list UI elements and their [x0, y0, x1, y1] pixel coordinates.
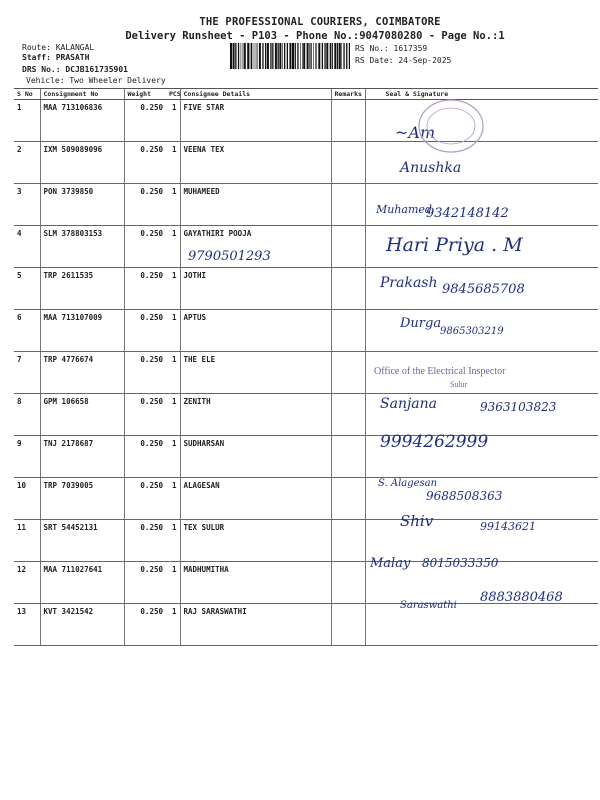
company-title: THE PROFESSIONAL COURIERS, COIMBATORE [199, 16, 441, 28]
cell-consignee: ZENITH [180, 394, 331, 436]
cell-pcs: 1 [166, 436, 180, 478]
cell-consignment-no: MAA 713106836 [40, 100, 124, 142]
cell-sno: 13 [14, 604, 40, 646]
cell-remarks [331, 478, 365, 520]
table-row [14, 142, 598, 184]
table-row [14, 604, 598, 646]
signature-row1: ~Am [395, 123, 436, 142]
signature-row4: Hari Priya . M [386, 234, 523, 256]
cell-consignment-no: MAA 711027641 [40, 562, 124, 604]
cell-remarks [331, 310, 365, 352]
cell-consignee: ALAGESAN [180, 478, 331, 520]
cell-weight: 0.250 [124, 604, 166, 646]
cell-sno: 3 [14, 184, 40, 226]
cell-weight: 0.250 [124, 310, 166, 352]
cell-consignee: SUDHARSAN [180, 436, 331, 478]
cell-remarks [331, 268, 365, 310]
table-row [14, 478, 598, 520]
cell-pcs: 1 [166, 184, 180, 226]
cell-remarks [331, 394, 365, 436]
cell-consignee: APTUS [180, 310, 331, 352]
cell-remarks [331, 100, 365, 142]
cell-pcs: 1 [166, 142, 180, 184]
col-sno: S No [14, 89, 40, 100]
cell-sno: 9 [14, 436, 40, 478]
signature-row2: Anushka [400, 160, 462, 176]
cell-pcs: 1 [166, 478, 180, 520]
signature-row5-mark: Prakash [380, 275, 438, 291]
signature-row12-mark: Malay [370, 556, 411, 571]
cell-sno: 2 [14, 142, 40, 184]
cell-consignment-no: TNJ 2178687 [40, 436, 124, 478]
cell-consignment-no: SRT 54452131 [40, 520, 124, 562]
table-row [14, 352, 598, 394]
signature-row6-mark: Durga [400, 316, 442, 331]
signature-row8-mark: Sanjana [380, 396, 438, 412]
cell-sno: 11 [14, 520, 40, 562]
cell-remarks [331, 142, 365, 184]
cell-consignee: GAYATHIRI POOJA [180, 226, 331, 268]
cell-pcs: 1 [166, 310, 180, 352]
phone-row8: 9363103823 [480, 400, 557, 414]
cell-weight: 0.250 [124, 268, 166, 310]
cell-sno: 10 [14, 478, 40, 520]
cell-weight: 0.250 [124, 184, 166, 226]
cell-sno: 1 [14, 100, 40, 142]
cell-consignment-no: TRP 2611535 [40, 268, 124, 310]
cell-sno: 4 [14, 226, 40, 268]
cell-weight: 0.250 [124, 478, 166, 520]
phone-row12: 8015033350 [422, 556, 499, 570]
rs-date: RS Date: 24-Sep-2025 [355, 56, 452, 65]
stamp-row7: Office of the Electrical Inspector [374, 366, 506, 377]
col-consignment: Consignment No [40, 89, 124, 100]
runsheet-title: Delivery Runsheet - P103 - Phone No.:9047080280 - Page No.:1 [125, 30, 505, 42]
cell-consignee: THE ELE [180, 352, 331, 394]
cell-remarks [331, 520, 365, 562]
phone-row9: 9994262999 [380, 432, 489, 452]
cell-consignee: RAJ SARASWATHI [180, 604, 331, 646]
cell-sno: 6 [14, 310, 40, 352]
cell-remarks [331, 436, 365, 478]
cell-consignment-no: IXM 509089096 [40, 142, 124, 184]
cell-remarks [331, 184, 365, 226]
drs-number: DRS No.: DCJB161735901 [22, 65, 128, 74]
cell-consignee: MUHAMEED [180, 184, 331, 226]
table-row [14, 100, 598, 142]
cell-weight: 0.250 [124, 436, 166, 478]
signature-row11-mark: Shiv [400, 512, 434, 530]
cell-pcs: 1 [166, 352, 180, 394]
cell-remarks [331, 604, 365, 646]
barcode [230, 43, 350, 69]
cell-consignment-no: MAA 713107009 [40, 310, 124, 352]
cell-consignment-no: TRP 7039005 [40, 478, 124, 520]
cell-remarks [331, 562, 365, 604]
cell-weight: 0.250 [124, 100, 166, 142]
cell-consignee: VEENA TEX [180, 142, 331, 184]
cell-pcs: 1 [166, 604, 180, 646]
table-row [14, 184, 598, 226]
table-row [14, 310, 598, 352]
phone-row3: 9342148142 [426, 206, 509, 221]
cell-consignment-no: KVT 3421542 [40, 604, 124, 646]
cell-weight: 0.250 [124, 142, 166, 184]
vehicle-label: Vehicle: Two Wheeler Delivery [26, 76, 166, 85]
cell-consignee: TEX SULUR [180, 520, 331, 562]
cell-consignment-no: TRP 4776674 [40, 352, 124, 394]
cell-remarks [331, 352, 365, 394]
cell-weight: 0.250 [124, 394, 166, 436]
col-signature: Seal & Signature [365, 89, 598, 100]
col-weight: Weight [124, 89, 166, 100]
cell-pcs: 1 [166, 226, 180, 268]
cell-pcs: 1 [166, 394, 180, 436]
cell-pcs: 1 [166, 562, 180, 604]
cell-weight: 0.250 [124, 226, 166, 268]
stamp-row8: Sulur [450, 380, 468, 389]
cell-consignment-no: SLM 378803153 [40, 226, 124, 268]
signature-row3-mark: Muhamed [376, 203, 432, 216]
cell-weight: 0.250 [124, 352, 166, 394]
cell-sno: 5 [14, 268, 40, 310]
phone-row10: 9688508363 [426, 489, 503, 503]
cell-sno: 7 [14, 352, 40, 394]
cell-weight: 0.250 [124, 562, 166, 604]
col-pcs: PCS [166, 89, 180, 100]
staff-label: Staff: PRASATH [22, 53, 90, 62]
round-seal [415, 96, 487, 156]
runsheet-table [14, 88, 598, 646]
cell-remarks [331, 226, 365, 268]
route-label: Route: KALANGAL [22, 43, 95, 52]
table-row [14, 436, 598, 478]
cell-consignee: FIVE STAR [180, 100, 331, 142]
rs-number: RS No.: 1617359 [355, 44, 428, 53]
cell-pcs: 1 [166, 100, 180, 142]
col-remarks: Remarks [331, 89, 365, 100]
signature-row13: Saraswathi [400, 600, 457, 611]
phone-row11: 99143621 [480, 520, 536, 533]
cell-pcs: 1 [166, 268, 180, 310]
table-header-row [14, 89, 598, 100]
signature-row10: S. Alagesan [378, 478, 438, 489]
phone-row4: 9790501293 [188, 249, 271, 264]
phone-row5: 9845685708 [442, 282, 525, 297]
cell-sno: 8 [14, 394, 40, 436]
phone-row13: 8883880468 [480, 590, 563, 605]
cell-pcs: 1 [166, 520, 180, 562]
cell-consignee: JOTHI [180, 268, 331, 310]
cell-sno: 12 [14, 562, 40, 604]
cell-consignee: MADHUMITHA [180, 562, 331, 604]
cell-consignment-no: PON 3739850 [40, 184, 124, 226]
cell-weight: 0.250 [124, 520, 166, 562]
phone-row6: 9865303219 [440, 326, 504, 337]
col-consignee: Consignee Details [180, 89, 331, 100]
cell-consignment-no: GPM 106658 [40, 394, 124, 436]
